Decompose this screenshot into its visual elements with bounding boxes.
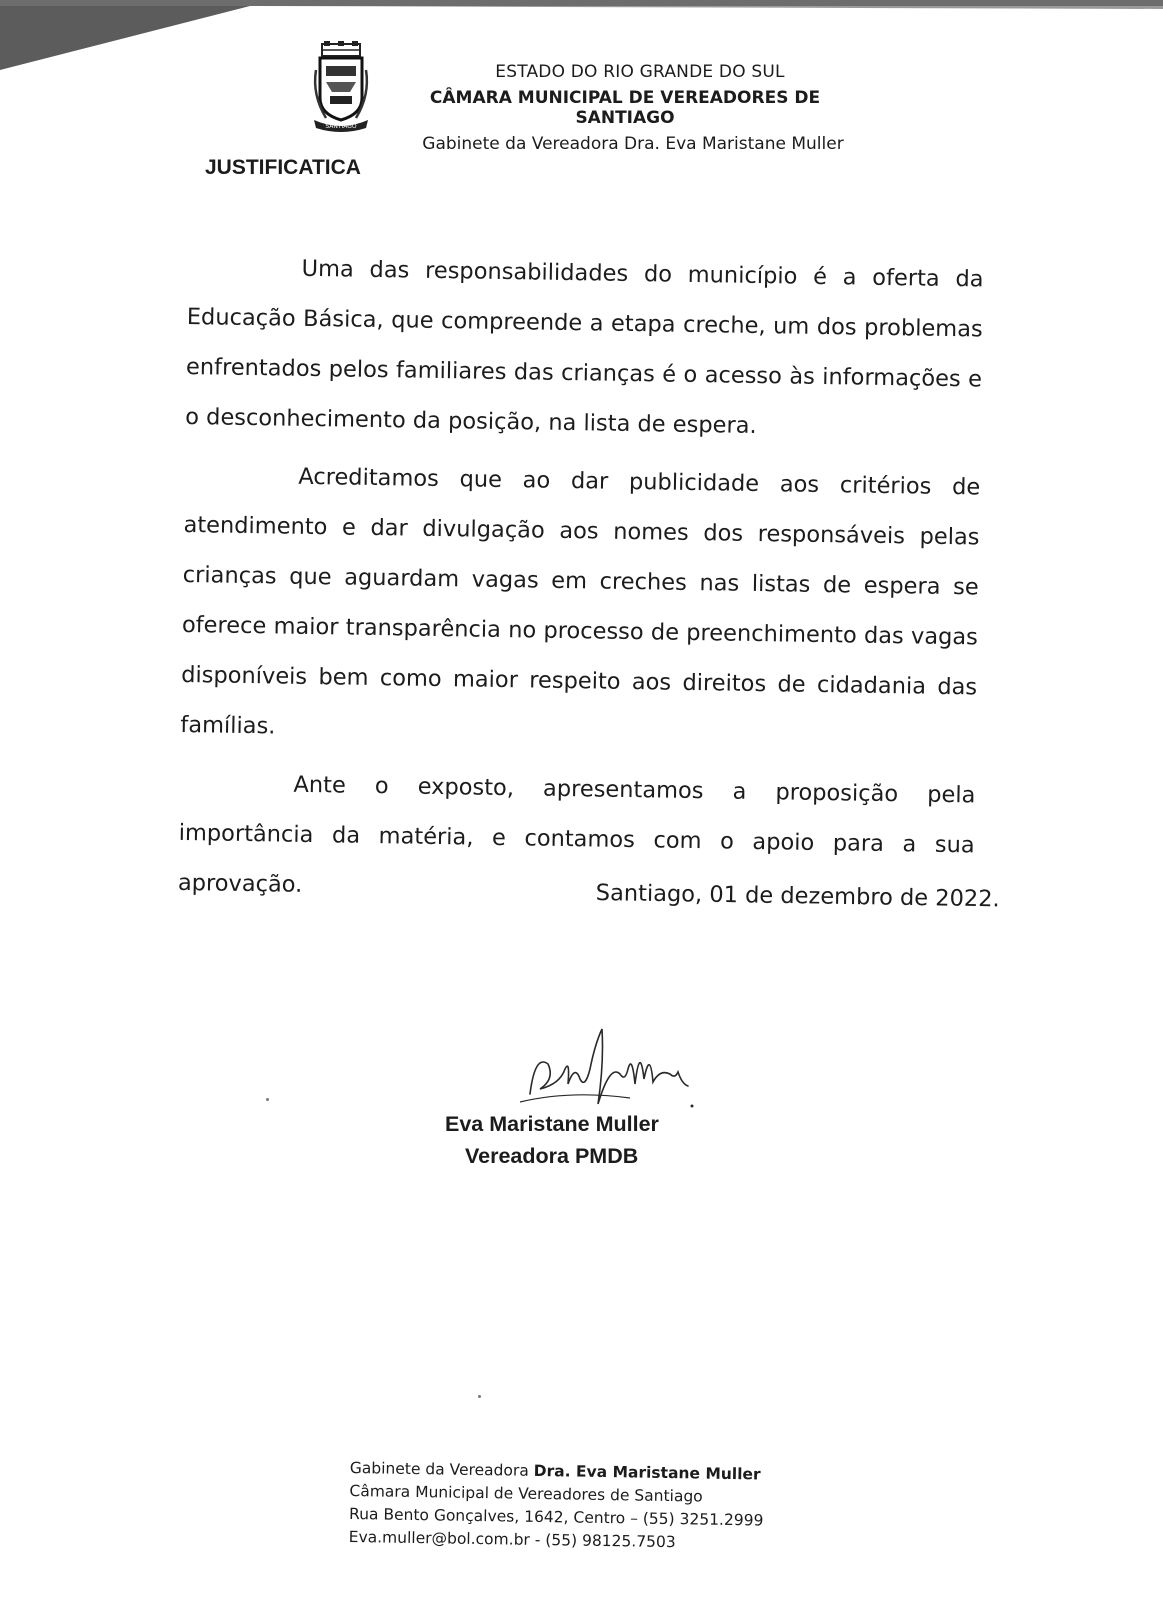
paragraph-1: Uma das responsabilidades do município é a oferta da Educação Básica, que compreende a etapa creche, um dos problemas enfrentados pelos familiares das crianças é o acesso às informações e o desconhecimento da posição, na lista de espera. bbox=[185, 255, 984, 439]
crest-motto: SANTIAGO bbox=[325, 123, 357, 130]
paragraph-2: Acreditamos que ao dar publicidade aos critérios de atendimento e dar divulgação aos nomes dos responsáveis pelas crianças que aguardam vagas em creches nas listas de espera se oferece maior transparência no processo de preenchimento das vagas disponíveis bem como maior respeito aos direitos de cidadania das famílias. bbox=[180, 463, 981, 740]
signer-name: Eva Maristane Muller bbox=[445, 1112, 659, 1136]
signer-role: Vereadora PMDB bbox=[465, 1144, 639, 1168]
justification-body bbox=[177, 242, 983, 928]
date-line: Santiago, 01 de dezembro de 2022. bbox=[595, 880, 1000, 913]
footer-contact-line: Eva.muller@bol.com.br - (55) 98125.7503 bbox=[348, 1527, 676, 1552]
chamber-line: CÂMARA MUNICIPAL DE VEREADORES DE SANTIAGO bbox=[429, 88, 821, 128]
footer-contact bbox=[348, 1457, 764, 1583]
scan-speck bbox=[478, 1395, 481, 1398]
letterhead bbox=[380, 62, 870, 154]
footer-chamber: Câmara Municipal de Vereadores de Santiago bbox=[349, 1481, 703, 1506]
footer-office-prefix: Gabinete da Vereadora bbox=[349, 1458, 529, 1480]
document-title: JUSTIFICATICA bbox=[205, 156, 361, 179]
office-line: Gabinete da Vereadora Dra. Eva Maristane Muller bbox=[422, 134, 844, 154]
state-line: ESTADO DO RIO GRANDE DO SUL bbox=[495, 62, 785, 82]
footer-office-name: Dra. Eva Maristane Muller bbox=[533, 1461, 761, 1484]
scan-speck bbox=[266, 1098, 269, 1101]
signer-block bbox=[445, 1108, 659, 1172]
footer-address: Rua Bento Gonçalves, 1642, Centro – (55) 3251.2999 bbox=[348, 1504, 764, 1530]
scan-edge-artifact bbox=[0, 0, 1163, 70]
coat-of-arms-icon bbox=[310, 40, 372, 132]
paragraph-3: Ante o exposto, apresentamos a proposição pela importância da matéria, e contamos com o apoio para a sua aprovação. bbox=[177, 771, 976, 898]
